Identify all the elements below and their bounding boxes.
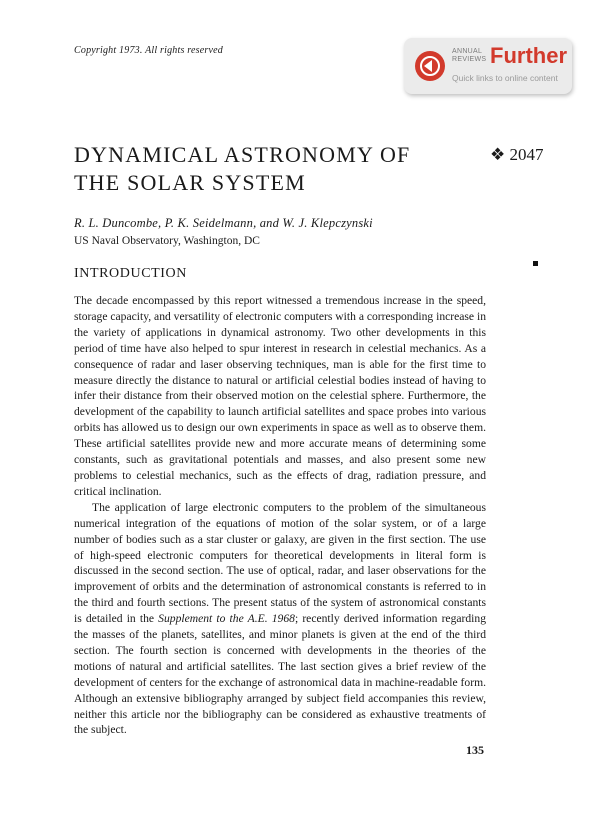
further-arrow-icon: [415, 51, 445, 81]
article-body: [74, 293, 486, 738]
margin-mark: [533, 261, 538, 266]
article-title: [74, 141, 410, 197]
italic-reference: Supplement to the A.E. 1968: [158, 612, 295, 626]
annual-reviews-further-badge[interactable]: [404, 38, 572, 94]
affiliation: US Naval Observatory, Washington, DC: [74, 235, 260, 247]
page-number: 135: [466, 743, 484, 757]
badge-subtitle: Quick links to online content: [452, 73, 558, 83]
paragraph: The application of large electronic computers to the problem of the simultaneous numerical integration of the equations of motion of the solar system, or of a large number of bodies such as a star cluster or galaxy, are given in the first section. The use of high-speed electronic computers for theoretical developments in literal form is discussed in the second section. The use of optical, radar, and laser observations for the improvement of orbits and the determination of astronomical constants is referred to in the third and fourth sections. The present status of the system of astronomical constants is detailed in the Supplement to the A.E. 1968; recently derived information regarding the masses of the planets, satellites, and minor planets is given at the end of the third section. The fourth section is concerned with developments in the theories of the motions of natural and artificial satellites. The last section gives a brief review of the development of centers for the exchange of astronomical data in machine-readable form. Although an extensive bibliography arranged by subject field accompanies this review, neither this article nor the bibliography can be considered as exhaustive treatments of the subject.: [74, 500, 486, 737]
authors: R. L. Duncombe, P. K. Seidelmann, and W. J. Klepczynski: [74, 216, 373, 230]
section-heading: INTRODUCTION: [74, 266, 187, 281]
badge-brand-label: ANNUAL REVIEWS: [452, 48, 487, 63]
copyright-notice: Copyright 1973. All rights reserved: [74, 45, 223, 56]
article-marker: ❖ 2047: [490, 145, 544, 164]
paragraph: The decade encompassed by this report witnessed a tremendous increase in the speed, storage capacity, and versatility of electronic computers with a corresponding increase in the variety of applications in dynamical astronomy. Two other developments in this period of time have also helped to spur interest in research in celestial mechanics. As a consequence of radar and laser observing techniques, man is able for the first time to measure directly the distance to natural or artificial celestial bodies instead of having to infer their distance from their observed motion on the celestial sphere. Furthermore, the development of the capability to launch artificial satellites and space probes into various orbits has allowed us to design our own experiments in space as well as to observe them. These artificial satellites provide new and more accurate means of determining some constants, such as gravitational potentials and masses, and also present some new problems to celestial mechanics, such as the effects of drag, radiation pressure, and critical inclination.: [74, 294, 486, 498]
title-line-1: DYNAMICAL ASTRONOMY OF: [74, 142, 411, 167]
title-line-2: THE SOLAR SYSTEM: [74, 170, 306, 195]
badge-further-label: Further: [490, 43, 567, 68]
